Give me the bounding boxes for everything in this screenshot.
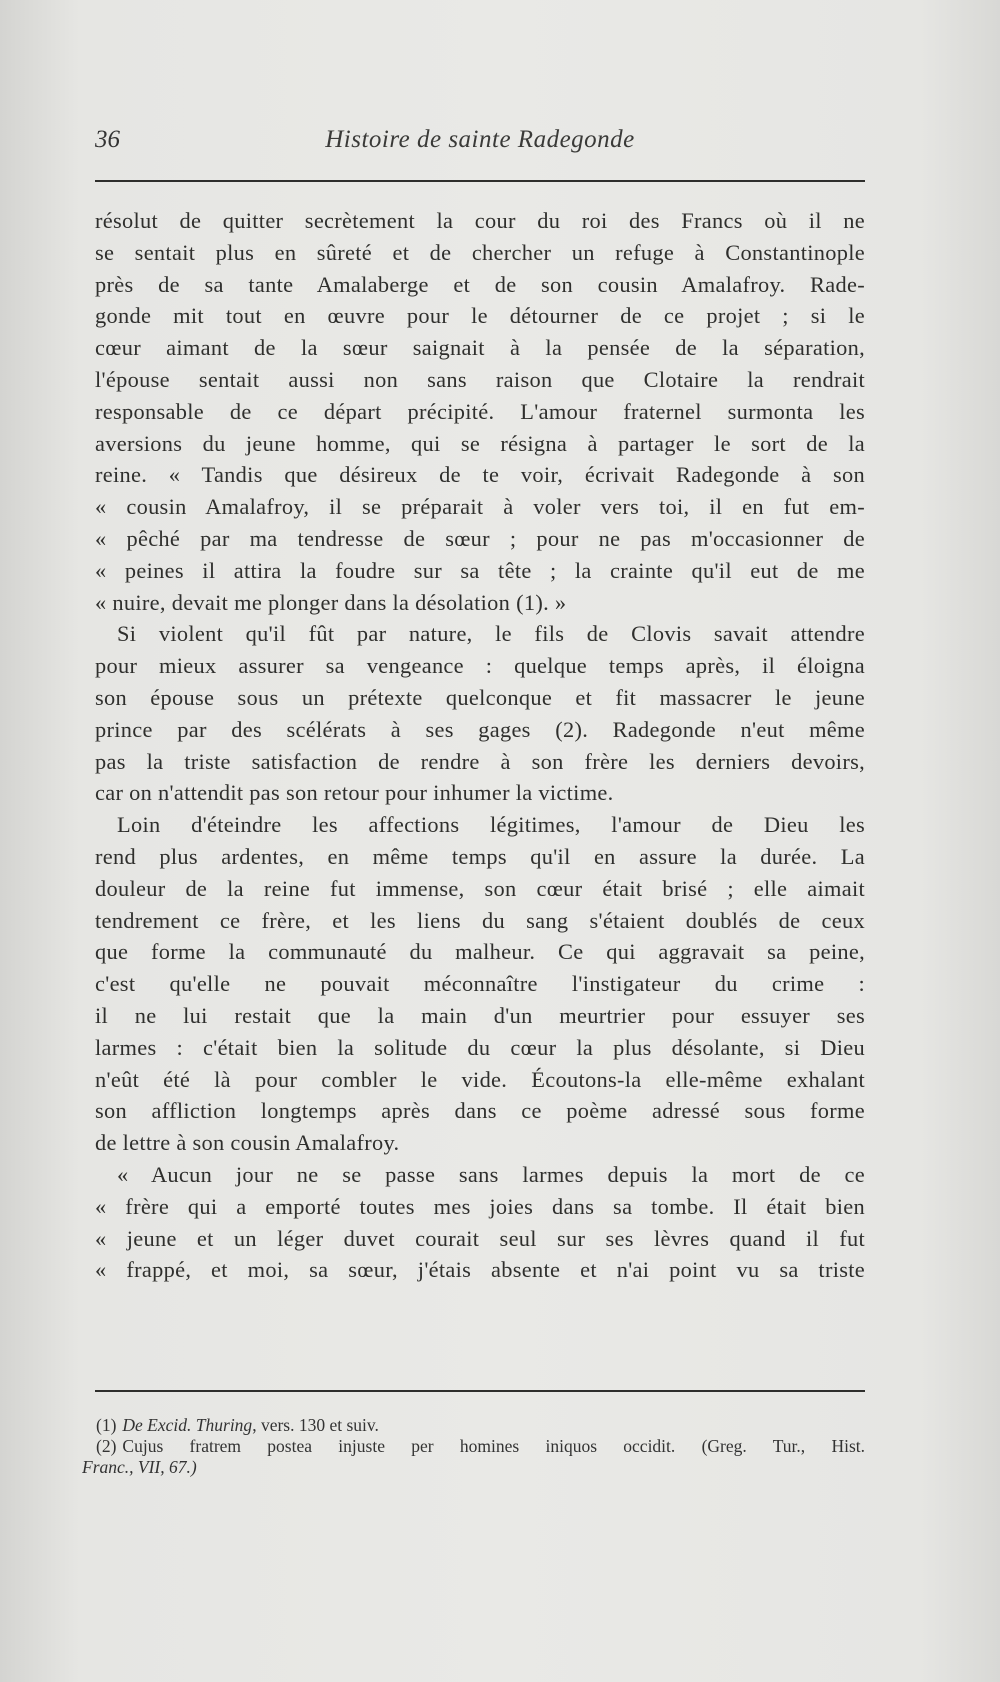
footnote-reference: De Excid. Thuring bbox=[122, 1415, 253, 1435]
text-line: « frère qui a emporté toutes mes joies dans sa tombe. Il était bien bbox=[95, 1193, 865, 1219]
text-line: pour mieux assurer sa vengeance : quelque temps après, il éloigna bbox=[95, 653, 865, 679]
text-line: rend plus ardentes, en même temps qu'il en assure la durée. La bbox=[95, 843, 865, 869]
footnote-number: (1) bbox=[96, 1415, 117, 1435]
text-line: prince par des scélérats à ses gages (2). Radegonde n'eut même bbox=[95, 716, 865, 742]
footnote-number: (2) bbox=[96, 1436, 117, 1456]
header-rule bbox=[95, 180, 865, 182]
footnote-text-continuation: Franc., VII, 67.) bbox=[82, 1457, 197, 1477]
text-line: « peines il attira la foudre sur sa tête ; la crainte qu'il eut de me bbox=[95, 557, 865, 583]
footnote-rule bbox=[95, 1390, 865, 1392]
text-line: près de sa tante Amalaberge et de son cousin Amalafroy. Rade- bbox=[95, 271, 865, 297]
body-text bbox=[95, 205, 865, 1286]
footnote-2 bbox=[82, 1436, 865, 1478]
text-line: il ne lui restait que la main d'un meurtrier pour essuyer ses bbox=[95, 1002, 865, 1028]
text-line: car on n'attendit pas son retour pour inhumer la victime. bbox=[95, 780, 614, 806]
footnote-text: Cujus fratrem postea injuste per homines iniquos occidit. (Greg. Tur., Hist. bbox=[122, 1436, 865, 1456]
text-line: « pêché par ma tendresse de sœur ; pour ne pas m'occasionner de bbox=[95, 525, 865, 551]
text-line: « frappé, et moi, sa sœur, j'étais absente et n'ai point vu sa triste bbox=[95, 1257, 865, 1283]
page-number: 36 bbox=[95, 126, 120, 153]
text-line: l'épouse sentait aussi non sans raison que Clotaire la rendrait bbox=[95, 366, 865, 392]
text-line: responsable de ce départ précipité. L'amour fraternel surmonta les bbox=[95, 398, 865, 424]
text-line: douleur de la reine fut immense, son cœur était brisé ; elle aimait bbox=[95, 875, 865, 901]
text-line: « nuire, devait me plonger dans la désolation (1). » bbox=[95, 589, 567, 615]
text-line: que forme la communauté du malheur. Ce qui aggravait sa peine, bbox=[95, 939, 865, 965]
text-line: Si violent qu'il fût par nature, le fils de Clovis savait attendre bbox=[117, 621, 865, 647]
footnotes bbox=[82, 1415, 865, 1478]
text-line: résolut de quitter secrètement la cour du roi des Francs où il ne bbox=[95, 208, 865, 233]
text-line: n'eût été là pour combler le vide. Écoutons-la elle-même exhalant bbox=[95, 1066, 865, 1092]
text-line: c'est qu'elle ne pouvait méconnaître l'instigateur du crime : bbox=[95, 971, 865, 997]
text-line: larmes : c'était bien la solitude du cœur la plus désolante, si Dieu bbox=[95, 1034, 865, 1060]
text-line: aversions du jeune homme, qui se résigna à partager le sort de la bbox=[95, 430, 865, 456]
text-line: pas la triste satisfaction de rendre à son frère les derniers devoirs, bbox=[95, 748, 865, 774]
text-line: « jeune et un léger duvet courait seul sur ses lèvres quand il fut bbox=[95, 1225, 865, 1251]
footnote-1 bbox=[82, 1415, 865, 1436]
footnote-text: , vers. 130 et suiv. bbox=[252, 1415, 379, 1435]
page-header bbox=[95, 122, 865, 162]
text-line: tendrement ce frère, et les liens du sang s'étaient doublés de ceux bbox=[95, 907, 865, 933]
text-line: « cousin Amalafroy, il se préparait à voler vers toi, il en fut em- bbox=[95, 494, 865, 520]
text-line: gonde mit tout en œuvre pour le détourner de ce projet ; si le bbox=[95, 303, 865, 329]
text-line: son affliction longtemps après dans ce poème adressé sous forme bbox=[95, 1098, 865, 1124]
text-line: se sentait plus en sûreté et de chercher un refuge à Constantinople bbox=[95, 239, 865, 265]
text-line: cœur aimant de la sœur saignait à la pensée de la séparation, bbox=[95, 335, 865, 361]
text-line: son épouse sous un prétexte quelconque et fit massacrer le jeune bbox=[95, 684, 865, 710]
text-line: Loin d'éteindre les affections légitimes, l'amour de Dieu les bbox=[117, 812, 865, 838]
text-line: reine. « Tandis que désireux de te voir, écrivait Radegonde à son bbox=[95, 462, 865, 488]
text-line: « Aucun jour ne se passe sans larmes depuis la mort de ce bbox=[117, 1161, 865, 1187]
running-title: Histoire de sainte Radegonde bbox=[325, 126, 635, 153]
text-line: de lettre à son cousin Amalafroy. bbox=[95, 1130, 400, 1156]
